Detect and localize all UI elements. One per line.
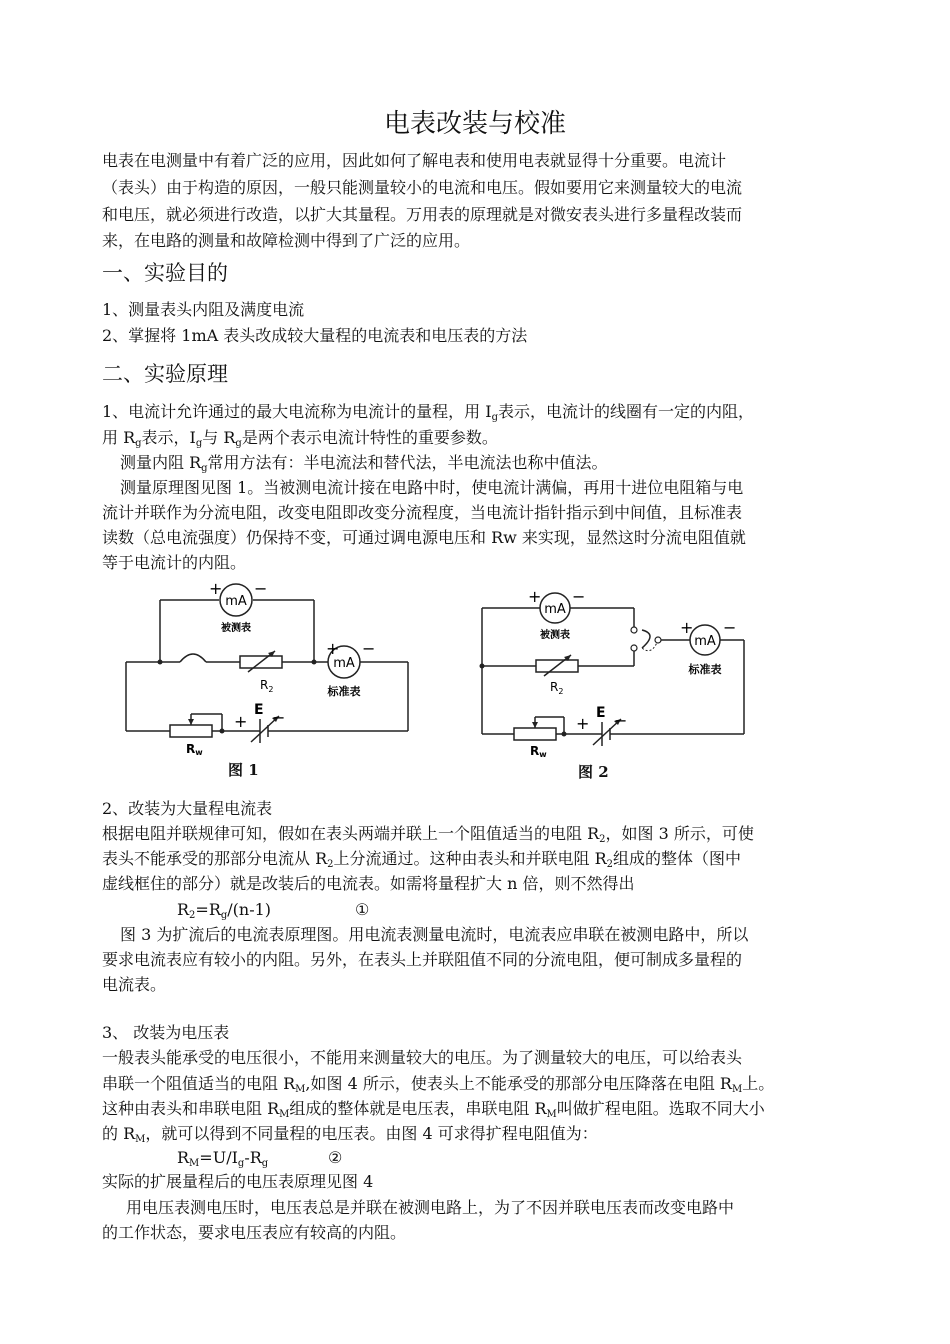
- part2-line-1: 根据电阻并联规律可知，假如在表头两端并联上一个阻值适当的电阻 $R_2$，如图 3 所示，可使: [102, 824, 754, 845]
- fig1-minus-e: −: [272, 708, 286, 727]
- part3-line-5: 实际的扩展量程后的电压表原理见图 4: [102, 1172, 374, 1191]
- fig2-minus-tested: −: [572, 587, 586, 606]
- fig2-tested-meter-label: mA: [544, 602, 566, 617]
- fig1-plus-e: +: [234, 712, 248, 731]
- principle-line-4: 测量原理图见图 1。当被测电流计接在电路中时，使电流计满偏，再用十进位电阻箱与电: [120, 478, 744, 497]
- principle-line-1: 1、电流计允许通过的最大电流称为电流计的量程，用 $I_g$表示，电流计的线圈有一定的内阻，: [102, 402, 755, 423]
- part2-line-3: 虚线框住的部分）就是改装后的电流表。如需将量程扩大 n 倍，则不然得出: [102, 874, 635, 893]
- principle-line-7: 等于电流计的内阻。: [102, 553, 247, 572]
- fig1-r2-label: $R_2$: [260, 678, 274, 694]
- fig1-e-label: E: [254, 702, 264, 718]
- fig2-minus-standard: −: [723, 618, 737, 637]
- fig1-tested-label: 被测表: [221, 623, 251, 634]
- formula-2-number: ②: [328, 1148, 343, 1167]
- fig2-rw-label: Rw: [530, 744, 547, 759]
- figure-1-caption: 图 1: [228, 761, 259, 779]
- fig2-plus-tested: +: [528, 587, 542, 606]
- fig1-plus-standard: +: [326, 639, 340, 658]
- intro-line-4: 来，在电路的测量和故障检测中得到了广泛的应用。: [102, 231, 471, 250]
- part2-para-line-3: 电流表。: [102, 975, 167, 994]
- page-title: 电表改装与校准: [383, 109, 566, 139]
- formula-1-number: ①: [355, 900, 370, 919]
- fig1-minus-tested: −: [254, 579, 268, 598]
- part2-para-line-2: 要求电流表应有较小的内阻。另外，在表头上并联阻值不同的分流电阻，便可制成多量程的: [102, 950, 743, 969]
- section2-heading: 二、实验原理: [102, 362, 228, 386]
- fig2-e-label: E: [596, 705, 606, 721]
- intro-line-2: （表头）由于构造的原因，一般只能测量较小的电流和电压。假如要用它来测量较大的电流: [102, 178, 743, 197]
- fig1-minus-standard: −: [362, 639, 376, 658]
- fig2-minus-e: −: [614, 711, 628, 730]
- figure-1-circuit: [118, 578, 418, 757]
- part3-line-1: 一般表头能承受的电压很小，不能用来测量较大的电压。为了测量较大的电压，可以给表头: [102, 1048, 743, 1067]
- part3-line-7: 的工作状态，要求电压表应有较高的内阻。: [102, 1223, 407, 1242]
- principle-line-2: 用 $R_g$表示，$I_g$与 $R_g$是两个表示电流计特性的重要参数。: [102, 428, 498, 449]
- fig1-standard-label: 标准表: [327, 685, 361, 698]
- intro-line-1: 电表在电测量中有着广泛的应用，因此如何了解电表和使用电表就显得十分重要。电流计: [102, 151, 727, 170]
- objective-2: 2、掌握将 1mA 表头改成较大量程的电流表和电压表的方法: [102, 326, 528, 345]
- part3-line-3: 这种由表头和串联电阻 $R_M$组成的整体就是电压表，串联电阻 $R_M$叫做扩程电阻。选取不同大小: [102, 1099, 765, 1120]
- formula-1: $R_2=R_g/(n-1)$: [177, 900, 272, 921]
- objective-1: 1、测量表头内阻及满度电流: [102, 300, 305, 319]
- section1-heading: 一、实验目的: [102, 261, 228, 285]
- fig1-standard-meter-label: mA: [333, 656, 355, 671]
- principle-line-3: 测量内阻 $R_g$常用方法有：半电流法和替代法，半电流法也称中值法。: [120, 453, 608, 474]
- part2-para-line-1: 图 3 为扩流后的电流表原理图。用电流表测量电流时，电流表应串联在被测电路中，所以: [120, 925, 749, 944]
- intro-line-3: 和电压，就必须进行改造，以扩大其量程。万用表的原理就是对微安表头进行多量程改装而: [102, 205, 743, 224]
- fig2-r2-label: $R_2$: [550, 680, 564, 696]
- part3-line-2: 串联一个阻值适当的电阻 $R_M$,如图 4 所示，使表头上不能承受的那部分电压降落在电阻 $R_M$上。: [102, 1074, 775, 1095]
- fig2-standard-label: 标准表: [688, 663, 722, 676]
- part3-heading: 3、 改装为电压表: [102, 1023, 230, 1042]
- fig2-tested-label: 被测表: [540, 630, 570, 641]
- part3-line-6: 用电压表测电压时，电压表总是并联在被测电路上，为了不因并联电压表而改变电路中: [126, 1198, 735, 1217]
- fig2-standard-meter-label: mA: [694, 634, 716, 649]
- fig1-rw-label: Rw: [186, 742, 203, 757]
- figure-2-circuit: [472, 586, 762, 759]
- fig1-tested-meter-label: mA: [225, 594, 247, 609]
- principle-line-5: 流计并联作为分流电阻，改变电阻即改变分流程度，当电流计指针指示到中间值，且标准表: [102, 503, 743, 522]
- principle-line-6: 读数（总电流强度）仍保持不变，可通过调电源电压和 Rw 来实现，显然这时分流电阻值就: [102, 528, 746, 547]
- fig1-plus-tested: +: [209, 579, 223, 598]
- fig2-plus-e: +: [576, 714, 590, 733]
- part2-heading: 2、改装为大量程电流表: [102, 799, 273, 818]
- fig2-plus-standard: +: [680, 618, 694, 637]
- part3-line-4: 的 $R_M$，就可以得到不同量程的电压表。由图 4 可求得扩程电阻值为：: [102, 1124, 598, 1145]
- formula-2: $R_M=U/I_g-R_g$: [177, 1148, 269, 1169]
- figure-2-caption: 图 2: [578, 763, 609, 781]
- part2-line-2: 表头不能承受的那部分电流从 $R_2$上分流通过。这种由表头和并联电阻 $R_2$组成的整体（图中: [102, 849, 742, 870]
